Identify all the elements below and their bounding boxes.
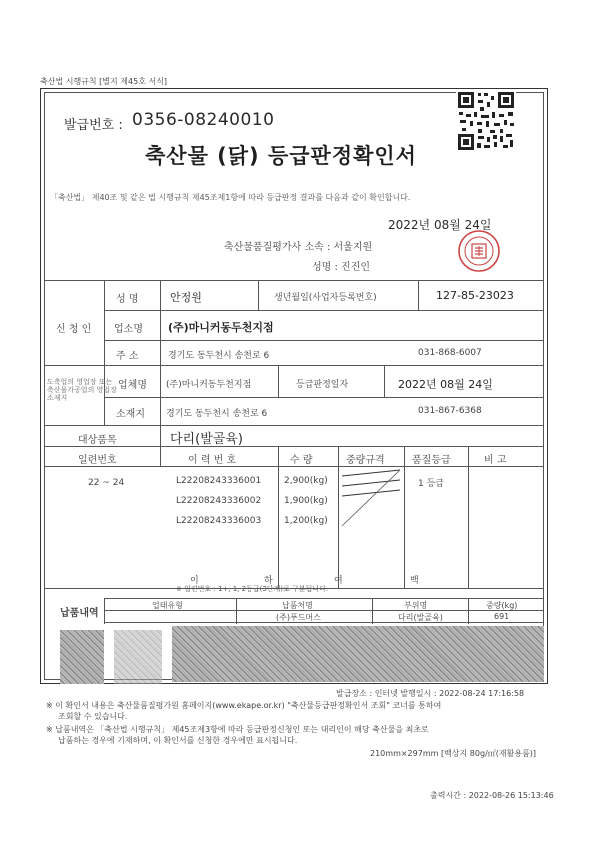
document-title: 축산물 (닭) 등급판정확인서 [145,144,417,168]
judgment-date-label: 등급판정일자 [296,380,349,390]
delivery-header-customer: 납품처명 [282,601,313,610]
trace-number: L22208243336002 [176,496,262,506]
biz-no-label: 생년월일(사업자등록번호) [274,293,377,303]
header-weight-spec: 중량규격 [346,455,385,466]
footer-note: 납품하는 경우에 기재하며, 이 확인서를 신청한 경우에만 표시됩니다. [58,736,298,745]
rule [104,340,544,341]
rule [372,598,373,624]
rule [418,280,419,310]
facility-phone: 031-867-6368 [418,406,482,416]
header-quantity: 수 량 [290,455,313,466]
rule [236,598,237,624]
print-time: 출력시간 : 2022-08-26 15:13:46 [430,791,554,800]
official-seal [457,229,501,273]
header-quality-grade: 품질등급 [412,455,451,466]
delivery-customer: (주)푸드머스 [276,613,321,622]
facility-company-label: 업체명 [118,380,147,391]
applicant-section-label: 신 청 인 [56,324,92,335]
grade-note: ※ 일련번호 : 1+, 1, 2등급(3단계)로 구분됩니다. [176,585,329,593]
rule [468,598,469,624]
rule [258,280,259,310]
rule [44,365,544,366]
security-pattern-band [172,626,544,682]
rule [404,446,405,588]
rule [384,365,385,397]
rule [160,280,161,466]
trace-number: L22208243336003 [176,516,262,526]
facility-section-label: 도축업의 영업장 또는 축산물가공업의 영업장 소재지 [47,378,117,402]
delivery-label: 납품내역 [60,608,99,619]
rule [104,598,105,624]
delivery-part: 다리(발골육) [398,613,443,622]
footer-note: ※ 이 확인서 내용은 축산물품질평가원 홈페이지(www.ekape.or.kr) "축산물등급판정확인서 조회" 코너를 통하여 [46,701,442,710]
issue-date: 2022년 08월 24일 [388,218,492,232]
issue-number-label: 발급번호 : [64,118,123,133]
delivery-weight: 691 [494,612,510,621]
blank-mark: 하 [264,576,273,586]
qr-code [456,90,516,152]
rule [278,446,279,588]
biz-no: 127-85-23023 [436,289,514,302]
quality-grade: 1 등급 [418,479,444,489]
header-serial: 일련번호 [78,455,117,466]
target-product: 다리(발골육) [170,432,243,447]
rule [278,365,279,397]
issuer-name: 성명 : 진진인 [312,262,371,273]
rule [338,446,339,588]
rule [44,446,544,447]
applicant-address: 경기도 동두천시 송천로 6 [168,351,270,361]
footer-note: 조회할 수 있습니다. [58,712,128,721]
rule [104,622,544,623]
delivery-header-type: 업태유형 [152,601,183,610]
rule [44,425,544,426]
facility-address: 경기도 동두천시 송천로 6 [166,409,268,419]
applicant-phone: 031-868-6007 [418,348,482,358]
target-label: 대상품목 [78,435,117,446]
serial-range: 22 ~ 24 [88,478,125,488]
facility-address-label: 소재지 [116,409,145,420]
quantity: 1,900(kg) [284,496,328,506]
applicant-name: 안정원 [170,291,202,304]
rule [44,466,544,467]
security-pattern-image [60,630,104,684]
issuer-office: 축산물품질평가사 소속 : 서울지원 [224,242,373,253]
quantity: 1,200(kg) [284,516,328,526]
company-label: 업소명 [114,324,143,335]
facility-company: (주)마니커동두천지점 [166,380,252,390]
blank-mark: 이 [190,576,199,586]
issue-number: 0356-08240010 [132,110,275,130]
footer-note: ※ 납품내역은 「축산법 시행규칙」 제45조제3항에 따라 등급판정신청인 또는 대리인이 해당 축산물을 최초로 [46,725,429,734]
rule [104,598,544,599]
trace-number: L22208243336001 [176,476,262,486]
rule [104,310,544,311]
form-caption: 축산법 시행규칙 [별지 제45호 서식] [40,77,168,86]
rule [104,280,105,425]
header-trace-no: 이 력 번 호 [188,455,237,466]
issue-info: 발급장소 : 인터넷 발행일시 : 2022-08-24 17:16:58 [336,689,525,698]
security-pattern-image [114,630,162,684]
weight-spec-crossout [340,468,402,528]
name-label: 성 명 [116,294,139,305]
rule [44,280,544,281]
quantity: 2,900(kg) [284,476,328,486]
header-remarks: 비 고 [484,455,507,466]
legal-statement: 「축산법」 제40조 및 같은 법 시행규칙 제45조제1항에 따라 등급판정 결과를 다음과 같이 확인합니다. [50,193,411,202]
blank-mark: 백 [410,576,419,586]
rule [104,397,544,398]
applicant-company: (주)마니커동두천지점 [168,321,274,334]
address-label: 주 소 [116,351,139,362]
rule [468,446,469,588]
judgment-date: 2022년 08월 24일 [398,378,493,391]
delivery-header-part: 부위명 [404,601,428,610]
paper-spec: 210mm×297mm [백상지 80g/㎡(재활용품)] [370,749,537,758]
delivery-header-weight: 중량(kg) [486,601,518,610]
blank-mark: 여 [334,576,343,586]
